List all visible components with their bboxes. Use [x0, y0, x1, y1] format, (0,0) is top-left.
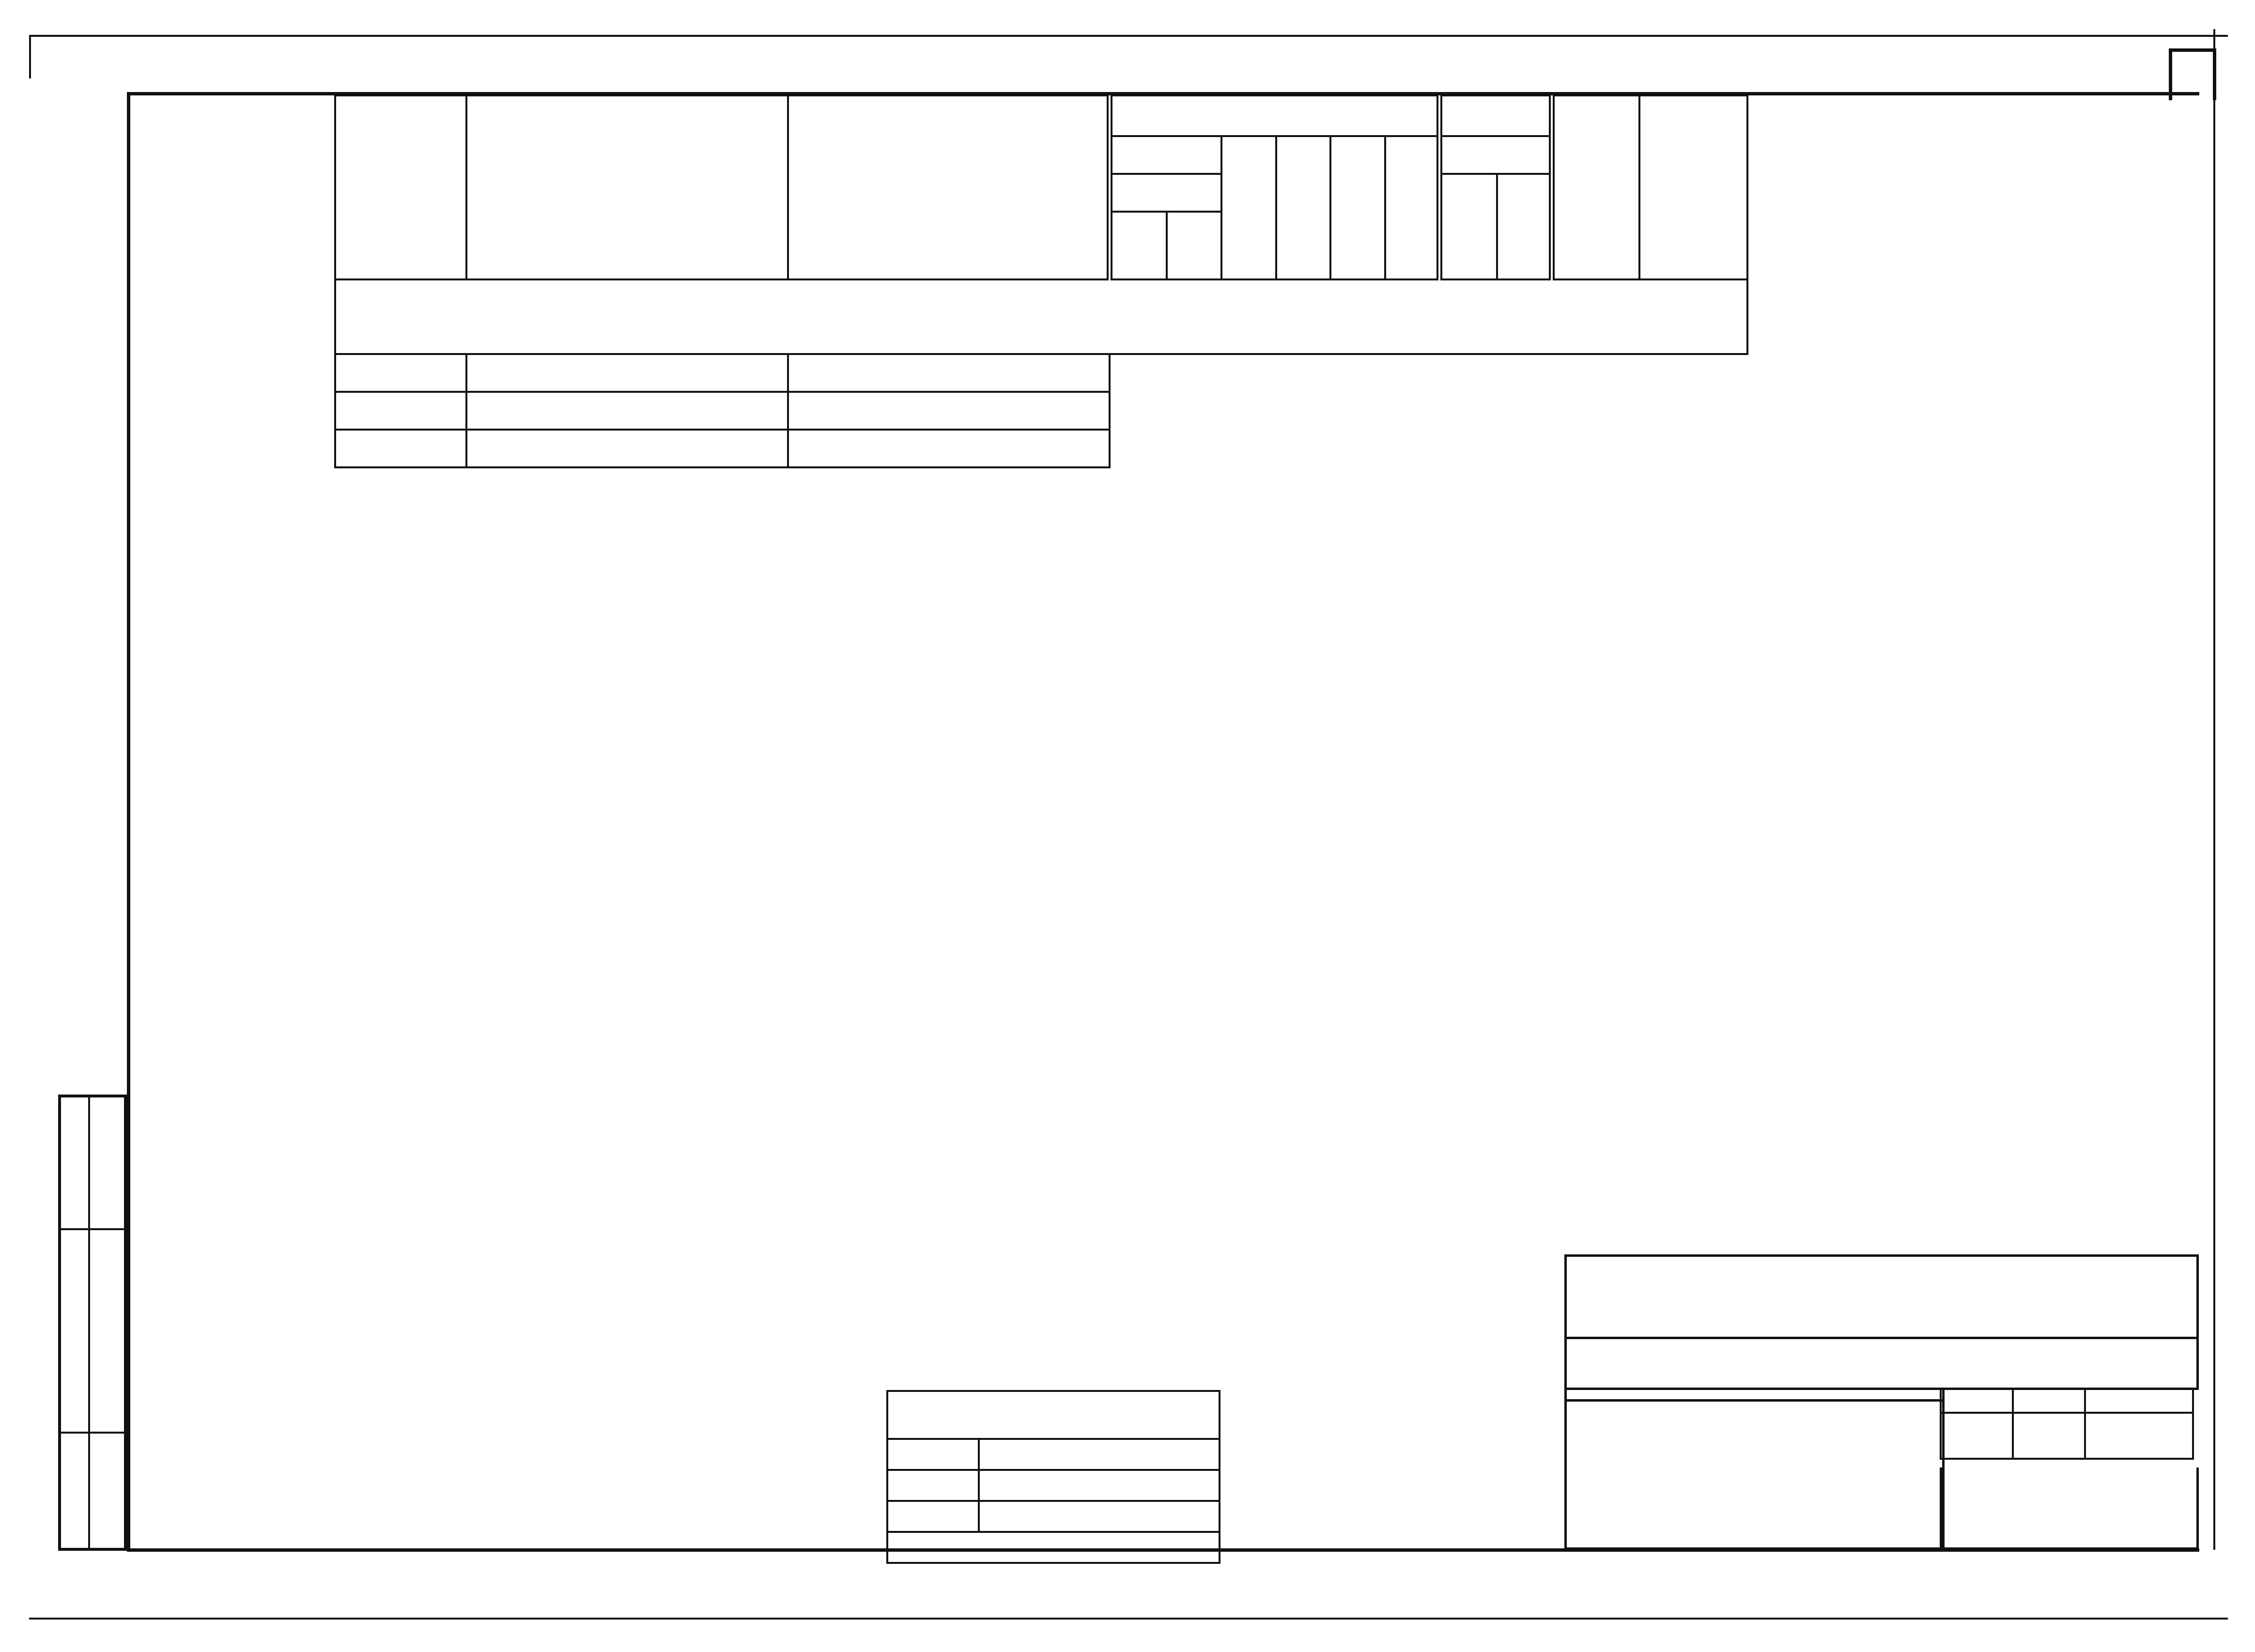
section-heading — [335, 279, 1747, 354]
empty-rows — [335, 354, 1747, 467]
privyazan-table — [886, 1390, 1220, 1564]
outer-top-line — [29, 35, 2228, 37]
hdr-f58 — [1276, 136, 1331, 279]
title-block — [886, 1254, 2199, 1550]
doc-code-box — [1564, 1254, 2199, 1339]
hdr-total-plan — [1439, 136, 1551, 174]
side-inv-orig — [63, 1434, 88, 1550]
hdr-f9 — [1330, 136, 1385, 279]
privyazan-label — [887, 1391, 1220, 1439]
side-stamp — [58, 1095, 127, 1551]
header — [335, 95, 1747, 279]
hdr-f24 — [1221, 136, 1276, 279]
stage-value — [1941, 1413, 2013, 1459]
sheets-label — [2085, 1389, 2193, 1413]
sheet-number-box — [2169, 48, 2216, 100]
hdr-mass — [1552, 95, 1639, 279]
outer-left-line — [29, 35, 31, 78]
hdr-shields — [1167, 212, 1221, 279]
hdr-note — [1639, 95, 1747, 279]
sheet-label — [2013, 1389, 2085, 1413]
hdr-name — [788, 95, 1110, 279]
side-inv-instead — [62, 1097, 86, 1228]
title-text-box — [1564, 1388, 1945, 1550]
hdr-floor1 — [1110, 136, 1221, 174]
title-line-1 — [1567, 1388, 1942, 1395]
sheet-value — [2013, 1413, 2085, 1459]
spec-table — [334, 94, 1748, 468]
outer-right-line — [2213, 29, 2215, 1550]
outer-bottom-line — [29, 1618, 2228, 1620]
hdr-basic — [1110, 212, 1167, 279]
hdr-attic — [1385, 136, 1440, 279]
hdr-total-basic — [1439, 174, 1497, 279]
stage-table — [1940, 1388, 2194, 1460]
hdr-total-shields — [1497, 174, 1552, 279]
sheets-value — [2085, 1413, 2193, 1459]
stage-label — [1941, 1389, 2013, 1413]
title-line-4 — [1567, 1402, 1942, 1405]
hdr-mark — [335, 95, 466, 279]
inv-no-label — [887, 1532, 1220, 1563]
side-sign-date — [63, 1231, 88, 1434]
hdr-plan-solution — [1110, 174, 1221, 212]
hdr-total — [1439, 95, 1551, 136]
hdr-designation — [466, 95, 788, 279]
hdr-qty — [1110, 95, 1440, 136]
org-box — [1940, 1467, 2199, 1550]
